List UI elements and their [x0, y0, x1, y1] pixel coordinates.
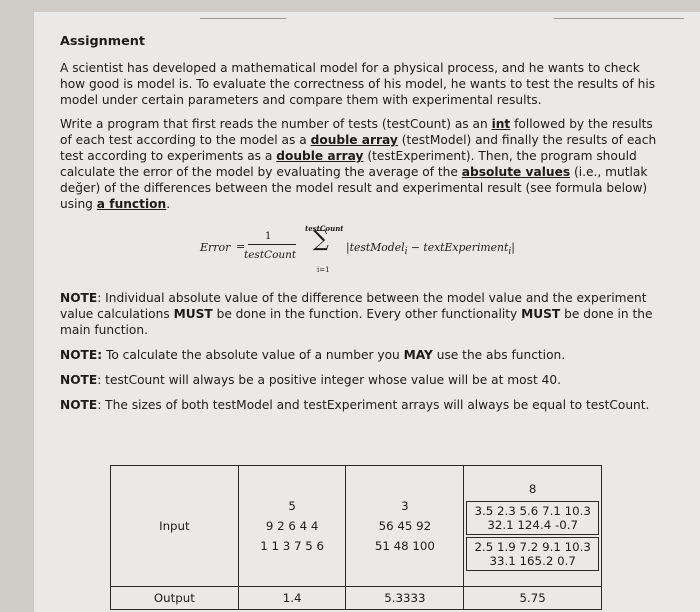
table-row: [111, 466, 602, 587]
error-formula: [60, 220, 668, 278]
summand-part: |testModel: [346, 241, 405, 254]
output-label: Output: [111, 587, 239, 610]
output-cell: 5.3333: [346, 587, 464, 610]
note-label: NOTE: [60, 398, 98, 412]
summand-part: − textExperiment: [407, 241, 509, 254]
note-label: NOTE: [60, 291, 98, 305]
assignment-title: Assignment: [60, 34, 146, 49]
double-array-keyword: double array: [276, 149, 364, 163]
text: Write a program that first reads the number of tests (testCount) as an: [60, 117, 492, 131]
text: (testExperiment). Then, the program should calculate the error of the model by evaluating the average of the: [60, 149, 637, 179]
input-line: 3.5 2.3 5.6 7.1 10.3 32.1 124.4 -0.7: [466, 501, 599, 535]
input-line: 3: [401, 499, 409, 513]
input-line: 51 48 100: [374, 539, 435, 553]
input-line: 2.5 1.9 7.2 9.1 10.3 33.1 165.2 0.7: [466, 537, 599, 571]
text: : The sizes of both testModel and testExperiment arrays will always be equal to testCount.: [97, 398, 650, 412]
input-line: 56 45 92: [378, 519, 432, 533]
intro-paragraph: A scientist has developed a mathematical model for a physical process, and he wants to check how good is model is. To evaluate the correctness of his model, he wants to test the results of his model under certain parameters and compare them with experimental results.: [60, 61, 656, 107]
text: .: [166, 197, 171, 211]
top-divider: [200, 18, 286, 19]
formula-denominator: testCount: [244, 249, 297, 261]
text: (testModel) and finally the results of each test according to experiments as a: [60, 133, 657, 163]
formula-lhs: Error: [200, 241, 231, 254]
must-keyword: MUST: [173, 307, 213, 321]
note-function-requirement: [60, 290, 668, 338]
sum-lower-limit: i=1: [317, 266, 330, 274]
may-keyword: MAY: [403, 348, 433, 362]
input-cell: [346, 466, 464, 587]
formula-equals: =: [236, 240, 246, 253]
text: To calculate the absolute value of a number you: [102, 348, 404, 362]
input-label: Input: [111, 466, 239, 587]
input-line: 8: [528, 482, 537, 496]
sum-symbol: ∑: [313, 227, 329, 252]
text: followed by the results of each test according to the model as a: [60, 117, 653, 147]
summand-subscript: i: [508, 247, 512, 258]
text: : Individual absolute value of the difference between the model value and the experiment value calculations: [60, 291, 647, 321]
note-abs-function: [60, 347, 668, 363]
input-line: 9 2 6 4 4: [265, 519, 319, 533]
document-page: [34, 12, 700, 612]
formula-summand: [346, 240, 515, 260]
input-line: 5: [288, 499, 296, 513]
assignment-content: [60, 34, 668, 422]
double-array-keyword: double array: [310, 133, 398, 147]
absolute-values-keyword: absolute values: [461, 165, 571, 179]
note-array-sizes: [60, 397, 668, 413]
text: be done in the function. Every other functionality: [212, 307, 522, 321]
top-divider: [554, 18, 684, 19]
input-line: 1 1 3 7 5 6: [260, 539, 324, 553]
note-label: NOTE:: [60, 348, 103, 362]
function-keyword: a function: [96, 197, 167, 211]
note-label: NOTE: [60, 373, 98, 387]
must-keyword: MUST: [521, 307, 561, 321]
formula-numerator: 1: [265, 231, 272, 242]
input-cell: [238, 466, 346, 587]
output-cell: 5.75: [464, 587, 602, 610]
fraction-bar: [248, 244, 296, 245]
input-cell: [464, 466, 602, 587]
examples-table: [110, 465, 602, 610]
summand-part: |: [511, 241, 515, 254]
text: be done in the main function.: [60, 307, 653, 337]
summand-subscript: i: [404, 247, 408, 258]
text: (i.e., mutlak değer) of the differences between the model result and experimental result (see formula below) using: [60, 165, 648, 211]
note-testcount-range: [60, 372, 668, 388]
sum-upper-limit: testCount: [305, 224, 344, 233]
int-keyword: int: [491, 117, 511, 131]
instructions-paragraph: [60, 116, 668, 212]
table-row: [111, 587, 602, 610]
output-cell: 1.4: [238, 587, 346, 610]
text: : testCount will always be a positive integer whose value will be at most 40.: [97, 373, 561, 387]
text: use the abs function.: [432, 348, 566, 362]
